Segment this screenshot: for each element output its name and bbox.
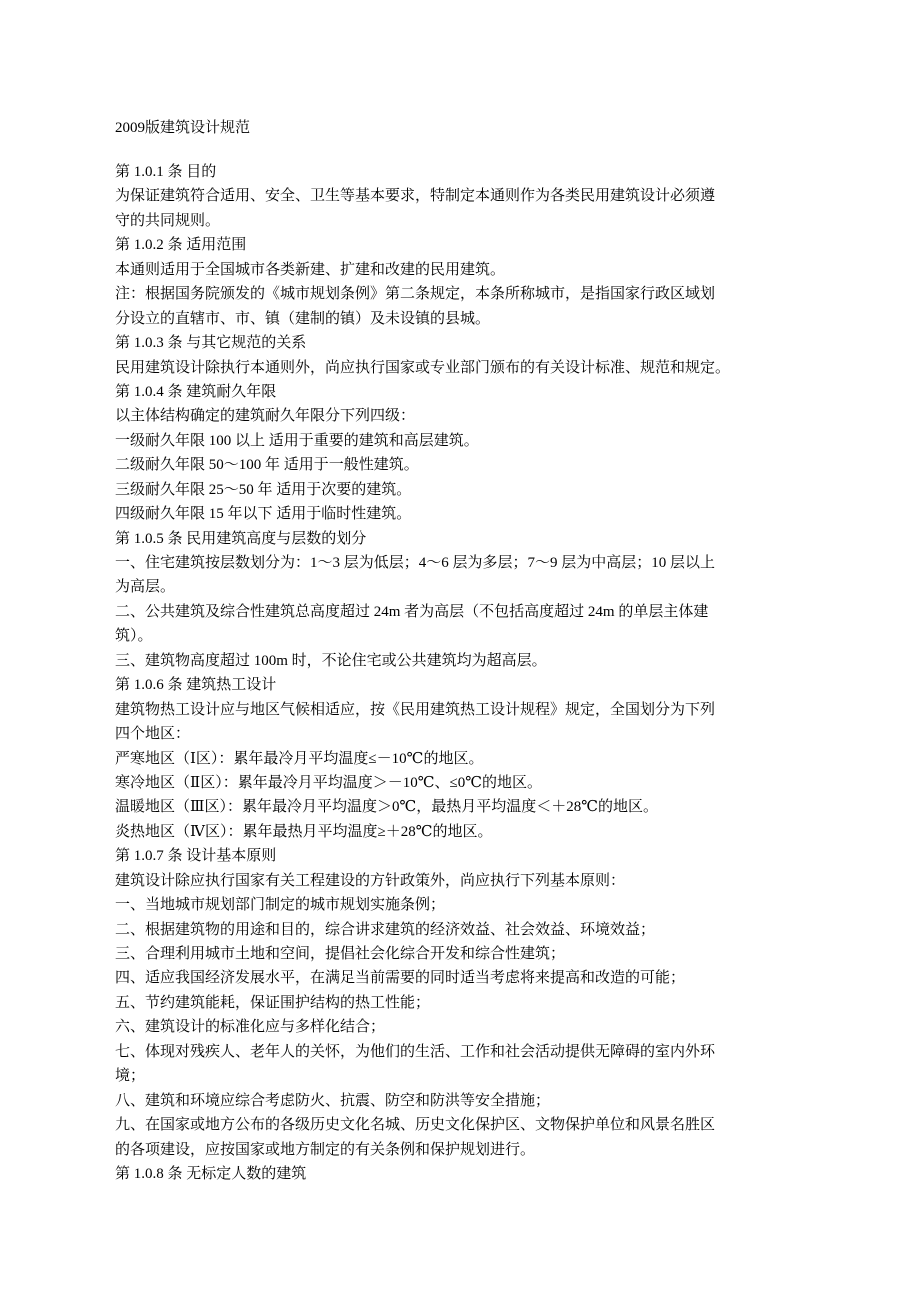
text-line: 注：根据国务院颁发的《城市规划条例》第二条规定，本条所称城市，是指国家行政区域划	[115, 286, 716, 303]
text-line: 第 1.0.1 条 目的	[115, 164, 217, 180]
text-line: 四级耐久年限 15 年以下 适用于临时性建筑。	[115, 506, 412, 523]
text-line: 第 1.0.2 条 适用范围	[115, 237, 247, 254]
text-line: 第 1.0.8 条 无标定人数的建筑	[115, 1165, 307, 1182]
text-line: 的各项建设，应按国家或地方制定的有关条例和保护规划进行。	[115, 1141, 536, 1158]
text-line: 一级耐久年限 100 以上 适用于重要的建筑和高层建筑。	[115, 432, 479, 449]
text-line: 守的共同规则。	[115, 212, 221, 229]
text-line: 第 1.0.7 条 设计基本原则	[115, 848, 277, 865]
text-line: 温暖地区（Ⅲ区）：累年最冷月平均温度＞0℃，最热月平均温度＜＋28℃的地区。	[115, 799, 659, 816]
text-line: 二、公共建筑及综合性建筑总高度超过 24m 者为高层（不包括高度超过 24m 的单层主体建	[115, 603, 709, 620]
text-line: 四、适应我国经济发展水平，在满足当前需要的同时适当考虑将来提高和改造的可能；	[115, 970, 686, 987]
text-line: 以主体结构确定的建筑耐久年限分下列四级：	[115, 408, 416, 425]
text-line: 一、住宅建筑按层数划分为：1～3 层为低层；4～6 层为多层；7～9 层为中高层；10 层以上	[115, 555, 716, 571]
text-line: 第 1.0.5 条 民用建筑高度与层数的划分	[115, 530, 367, 547]
text-line: 严寒地区（Ⅰ区）：累年最冷月平均温度≤－10℃的地区。	[115, 750, 484, 767]
text-line: 炎热地区（Ⅳ区）：累年最热月平均温度≥＋28℃的地区。	[115, 823, 493, 840]
text-line: 寒冷地区（Ⅱ区）：累年最冷月平均温度＞－10℃、≤0℃的地区。	[115, 774, 542, 791]
text-line: 九、在国家或地方公布的各级历史文化名城、历史文化保护区、文物保护单位和风景名胜区	[115, 1117, 716, 1134]
text-line: 一、当地城市规划部门制定的城市规划实施条例；	[115, 897, 446, 914]
text-line: 为保证建筑符合适用、安全、卫生等基本要求，特制定本通则作为各类民用建筑设计必须遵	[115, 188, 716, 205]
text-line: 第 1.0.3 条 与其它规范的关系	[115, 335, 307, 352]
text-line: 三、建筑物高度超过 100m 时，不论住宅或公共建筑均为超高层。	[115, 652, 547, 669]
text-line: 分设立的直辖市、市、镇（建制的镇）及未设镇的县城。	[115, 310, 491, 327]
document-body	[115, 160, 730, 1186]
text-line: 建筑物热工设计应与地区气候相适应，按《民用建筑热工设计规程》规定，全国划分为下列	[115, 701, 716, 718]
text-line: 第 1.0.6 条 建筑热工设计	[115, 677, 277, 694]
text-line: 五、节约建筑能耗，保证围护结构的热工性能；	[115, 994, 431, 1011]
text-line: 为高层。	[115, 579, 176, 596]
text-line: 二级耐久年限 50～100 年 适用于一般性建筑。	[115, 457, 419, 474]
text-line: 二、根据建筑物的用途和目的，综合讲求建筑的经济效益、社会效益、环境效益；	[115, 921, 656, 938]
text-line: 本通则适用于全国城市各类新建、扩建和改建的民用建筑。	[115, 261, 506, 278]
text-line: 三、合理利用城市土地和空间，提倡社会化综合开发和综合性建筑；	[115, 946, 566, 962]
text-line: 民用建筑设计除执行本通则外，尚应执行国家或专业部门颁布的有关设计标准、规范和规定。	[115, 359, 731, 376]
text-line: 七、体现对残疾人、老年人的关怀，为他们的生活、工作和社会活动提供无障碍的室内外环	[115, 1043, 716, 1060]
text-line: 境；	[115, 1068, 146, 1085]
text-line: 四个地区：	[115, 726, 191, 743]
text-line: 三级耐久年限 25～50 年 适用于次要的建筑。	[115, 481, 412, 498]
text-line: 建筑设计除应执行国家有关工程建设的方针政策外，尚应执行下列基本原则：	[115, 872, 626, 889]
text-line: 筑）。	[115, 628, 153, 645]
document-title: 2009版建筑设计规范	[115, 120, 251, 136]
text-line: 八、建筑和环境应综合考虑防火、抗震、防空和防洪等安全措施；	[115, 1092, 551, 1109]
text-line: 第 1.0.4 条 建筑耐久年限	[115, 383, 277, 400]
text-line: 六、建筑设计的标准化应与多样化结合；	[115, 1019, 386, 1036]
